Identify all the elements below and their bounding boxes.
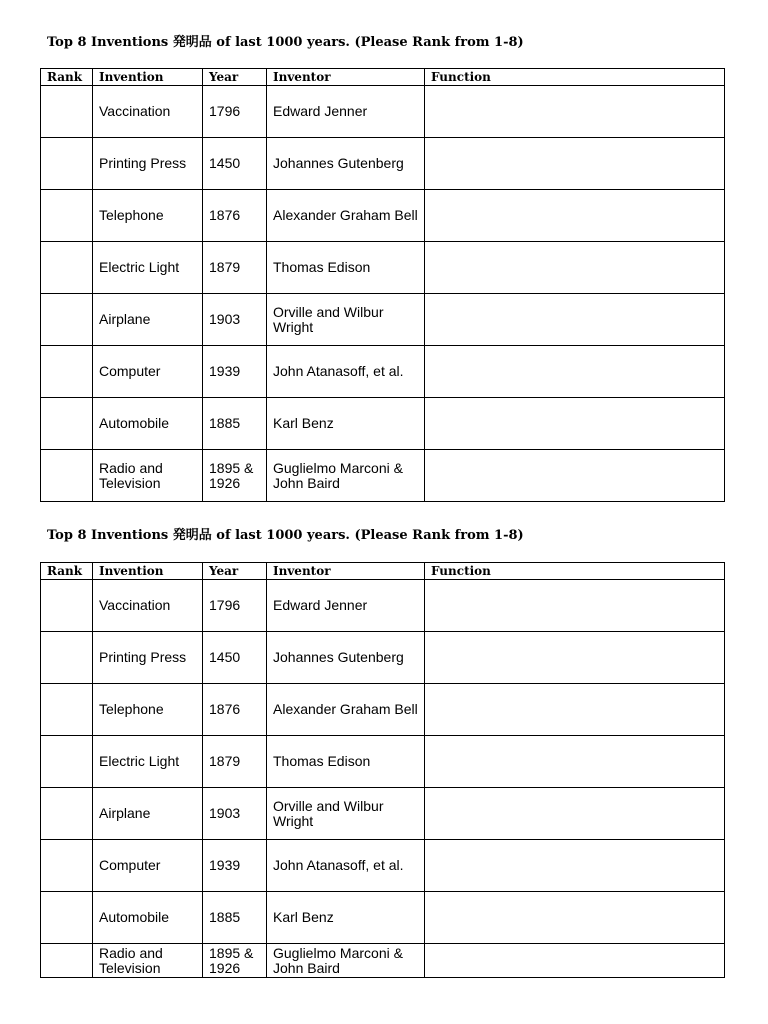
invention-cell: Printing Press (93, 632, 203, 684)
invention-cell: Radio and Television (93, 944, 203, 978)
year-cell: 1939 (203, 840, 267, 892)
year-cell: 1903 (203, 788, 267, 840)
inventor-header: Inventor (267, 69, 425, 86)
year-cell: 1876 (203, 190, 267, 242)
function-cell[interactable] (425, 840, 725, 892)
year-cell: 1879 (203, 736, 267, 788)
year-cell: 1895 & 1926 (203, 944, 267, 978)
invention-cell: Radio and Television (93, 450, 203, 502)
year-cell: 1450 (203, 632, 267, 684)
table-row (41, 346, 725, 398)
rank-cell[interactable] (41, 840, 93, 892)
invention-cell: Telephone (93, 684, 203, 736)
rank-header: Rank (41, 563, 93, 580)
year-cell: 1885 (203, 892, 267, 944)
inventor-cell: Edward Jenner (267, 86, 425, 138)
function-cell[interactable] (425, 892, 725, 944)
year-cell: 1876 (203, 684, 267, 736)
inventor-cell: Thomas Edison (267, 242, 425, 294)
header-row (41, 563, 725, 580)
invention-cell: Airplane (93, 788, 203, 840)
invention-cell: Printing Press (93, 138, 203, 190)
invention-header: Invention (93, 69, 203, 86)
inventor-cell: Karl Benz (267, 398, 425, 450)
function-cell[interactable] (425, 190, 725, 242)
table-row (41, 398, 725, 450)
function-cell[interactable] (425, 346, 725, 398)
function-cell[interactable] (425, 944, 725, 978)
inventor-cell: Guglielmo Marconi & John Baird (267, 944, 425, 978)
year-cell: 1796 (203, 86, 267, 138)
table-row (41, 294, 725, 346)
header-row (41, 69, 725, 86)
inventor-cell: Orville and Wilbur Wright (267, 294, 425, 346)
invention-header: Invention (93, 563, 203, 580)
invention-cell: Electric Light (93, 242, 203, 294)
invention-cell: Computer (93, 346, 203, 398)
inventor-cell: Alexander Graham Bell (267, 684, 425, 736)
invention-cell: Automobile (93, 398, 203, 450)
inventor-cell: Guglielmo Marconi & John Baird (267, 450, 425, 502)
invention-cell: Telephone (93, 190, 203, 242)
table-row (41, 840, 725, 892)
table-row (41, 944, 725, 978)
rank-cell[interactable] (41, 86, 93, 138)
function-header: Function (425, 69, 725, 86)
year-header: Year (203, 69, 267, 86)
rank-cell[interactable] (41, 736, 93, 788)
rank-cell[interactable] (41, 138, 93, 190)
rank-cell[interactable] (41, 892, 93, 944)
rank-cell[interactable] (41, 242, 93, 294)
inventor-cell: Orville and Wilbur Wright (267, 788, 425, 840)
inventions-table (40, 68, 725, 502)
table-row (41, 450, 725, 502)
inventor-cell: Johannes Gutenberg (267, 138, 425, 190)
inventor-cell: Karl Benz (267, 892, 425, 944)
year-cell: 1879 (203, 242, 267, 294)
function-cell[interactable] (425, 138, 725, 190)
table-row (41, 138, 725, 190)
year-cell: 1903 (203, 294, 267, 346)
table-row (41, 190, 725, 242)
rank-cell[interactable] (41, 944, 93, 978)
inventor-header: Inventor (267, 563, 425, 580)
rank-cell[interactable] (41, 684, 93, 736)
rank-cell[interactable] (41, 580, 93, 632)
rank-cell[interactable] (41, 450, 93, 502)
year-cell: 1885 (203, 398, 267, 450)
table-row (41, 580, 725, 632)
table-row (41, 242, 725, 294)
invention-cell: Computer (93, 840, 203, 892)
rank-cell[interactable] (41, 632, 93, 684)
rank-cell[interactable] (41, 398, 93, 450)
inventor-cell: Alexander Graham Bell (267, 190, 425, 242)
inventions-table (40, 562, 725, 978)
rank-cell[interactable] (41, 788, 93, 840)
invention-cell: Airplane (93, 294, 203, 346)
table-row (41, 632, 725, 684)
year-cell: 1939 (203, 346, 267, 398)
function-cell[interactable] (425, 580, 725, 632)
function-cell[interactable] (425, 788, 725, 840)
function-cell[interactable] (425, 86, 725, 138)
table-row (41, 788, 725, 840)
function-cell[interactable] (425, 450, 725, 502)
table-row (41, 684, 725, 736)
year-header: Year (203, 563, 267, 580)
invention-cell: Vaccination (93, 580, 203, 632)
year-cell: 1895 & 1926 (203, 450, 267, 502)
function-cell[interactable] (425, 294, 725, 346)
inventor-cell: Thomas Edison (267, 736, 425, 788)
inventor-cell: John Atanasoff, et al. (267, 346, 425, 398)
function-cell[interactable] (425, 632, 725, 684)
function-cell[interactable] (425, 684, 725, 736)
rank-cell[interactable] (41, 294, 93, 346)
function-cell[interactable] (425, 398, 725, 450)
rank-cell[interactable] (41, 346, 93, 398)
worksheet-title: Top 8 Inventions 発明品 of last 1000 years. (Please Rank from 1-8) (47, 35, 524, 50)
rank-header: Rank (41, 69, 93, 86)
invention-cell: Vaccination (93, 86, 203, 138)
table-row (41, 892, 725, 944)
inventor-cell: Edward Jenner (267, 580, 425, 632)
worksheet-title: Top 8 Inventions 発明品 of last 1000 years. (Please Rank from 1-8) (47, 528, 524, 543)
rank-cell[interactable] (41, 190, 93, 242)
year-cell: 1796 (203, 580, 267, 632)
inventor-cell: John Atanasoff, et al. (267, 840, 425, 892)
function-cell[interactable] (425, 242, 725, 294)
year-cell: 1450 (203, 138, 267, 190)
inventor-cell: Johannes Gutenberg (267, 632, 425, 684)
table-row (41, 736, 725, 788)
function-cell[interactable] (425, 736, 725, 788)
invention-cell: Electric Light (93, 736, 203, 788)
function-header: Function (425, 563, 725, 580)
invention-cell: Automobile (93, 892, 203, 944)
table-row (41, 86, 725, 138)
